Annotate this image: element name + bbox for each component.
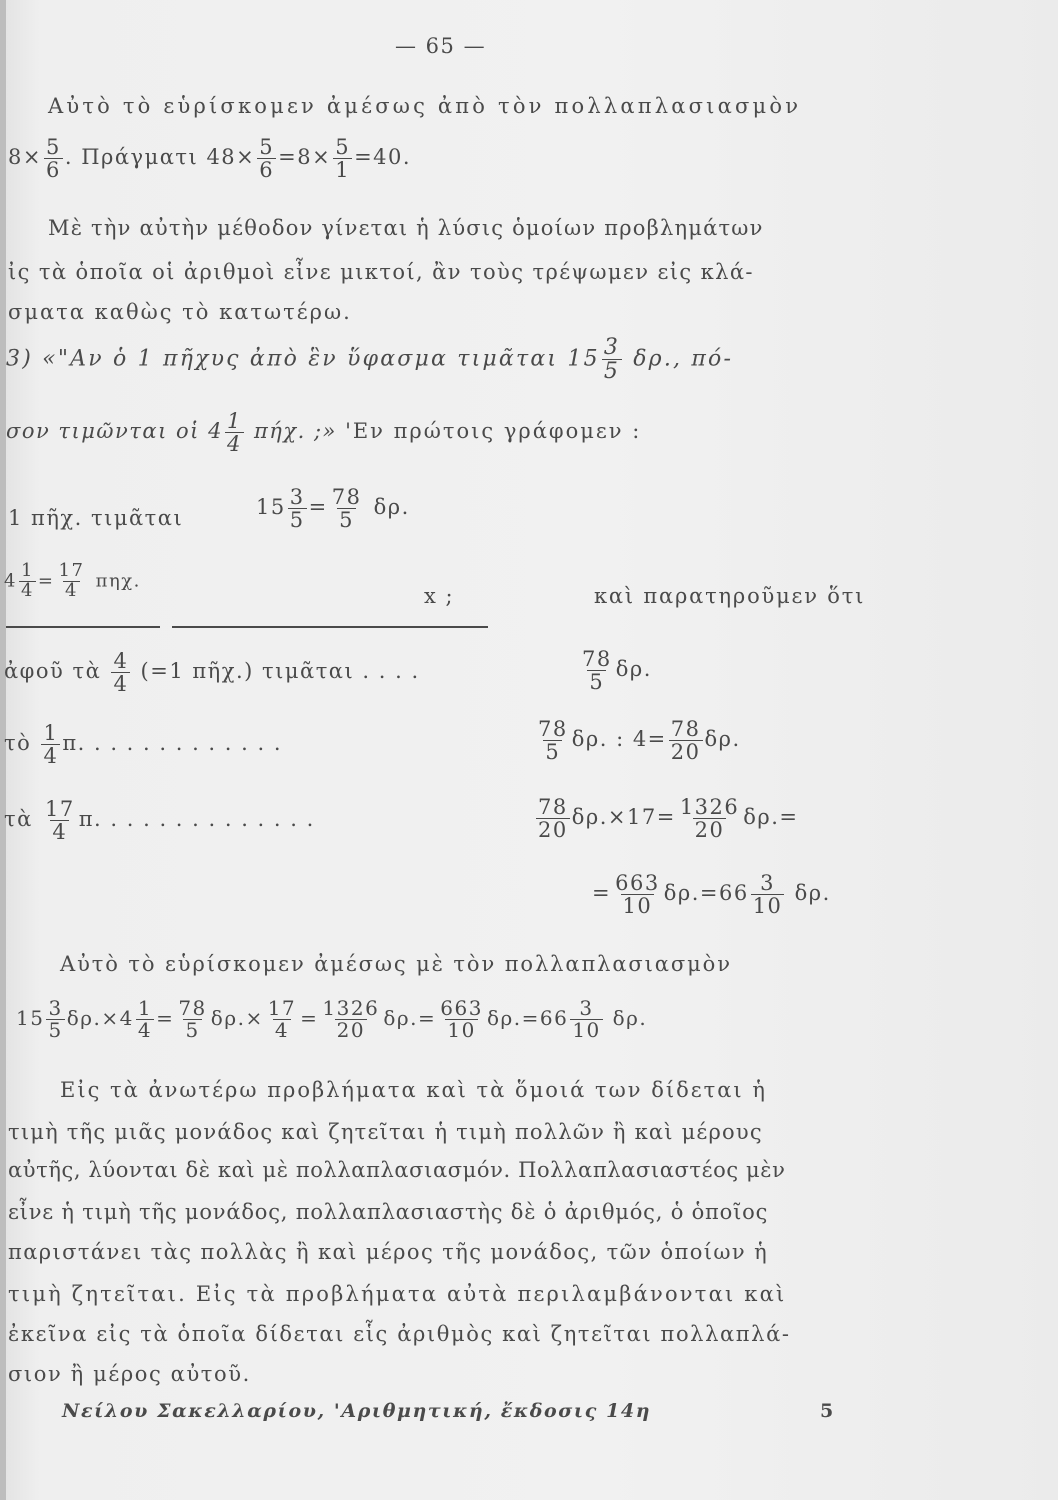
para4-line5: παριστάνει τὰς πολλὰς ἢ καὶ μέρος τῆς μονάδος, τῶν ὁποίων ἡ bbox=[8, 1240, 769, 1264]
step2-result: $\frac{78}{5}$ δρ. : 4= $\frac{78}{20}$ δρ. bbox=[538, 717, 741, 765]
para1-line1: Αὐτὸ τὸ εὑρίσκομεν ἀμέσως ἀπὸ τὸν πολλαπλασιασμὸν bbox=[48, 94, 802, 118]
fraction: $\frac{1}{4}$ bbox=[43, 721, 59, 769]
para2-line1: Μὲ τὴν αὐτὴν μέθοδον γίνεται ἡ λύσις ὁμοίων προβλημάτων bbox=[48, 216, 764, 240]
text: =8× bbox=[278, 145, 332, 170]
para4-line1: Εἰς τὰ ἀνωτέρω προβλήματα καὶ τὰ ὅμοιά των δίδεται ἡ bbox=[60, 1078, 767, 1102]
setup-row2-x: x ; bbox=[424, 584, 455, 608]
fraction: $\frac{1}{4}$ bbox=[20, 560, 34, 601]
problem-line2: σον τιμῶνται οἱ 4 $\frac{1}{4}$ πήχ. ;» 'Εν πρώτοις γράφομεν : bbox=[6, 409, 642, 457]
fraction: $\frac{1326}{20}$ bbox=[322, 996, 380, 1042]
para2-line3: σματα καθὼς τὸ κατωτέρω. bbox=[8, 300, 352, 324]
fraction: $\frac{78}{5}$ bbox=[538, 717, 568, 765]
text: 8× bbox=[8, 145, 42, 170]
underline-rule bbox=[172, 626, 488, 628]
fraction: $\frac{78}{20}$ bbox=[538, 795, 568, 843]
fraction: $\frac{17}{4}$ bbox=[58, 560, 85, 601]
setup-row1-label: 1 πῆχ. τιμᾶται bbox=[8, 506, 184, 530]
step1-left: ἀφοῦ τὰ $\frac{4}{4}$ (=1 πῆχ.) τιμᾶται . . . . bbox=[4, 649, 420, 697]
fraction: $\frac{3}{5}$ bbox=[603, 335, 621, 385]
fraction: $\frac{5}{1}$ bbox=[335, 135, 351, 183]
step3-result: $\frac{78}{20}$ δρ.×17= $\frac{1326}{20}$ δρ.= bbox=[538, 795, 799, 843]
para4-line7: ἐκεῖνα εἰς τὰ ὁποῖα δίδεται εἷς ἀριθμὸς καὶ ζητεῖται πολλαπλά- bbox=[8, 1322, 791, 1346]
step3-left: τὰ $\frac{17}{4}$ π. . . . . . . . . . . . . . bbox=[4, 797, 315, 845]
setup-row1-expr: 15 $\frac{3}{5}$ = $\frac{78}{5}$ δρ. bbox=[256, 485, 410, 533]
page-number-header: — 65 — bbox=[395, 34, 487, 58]
fraction: $\frac{78}{5}$ bbox=[582, 647, 612, 695]
fraction: $\frac{3}{10}$ bbox=[752, 871, 783, 919]
fraction: $\frac{4}{4}$ bbox=[113, 649, 129, 697]
fraction: $\frac{1}{4}$ bbox=[226, 409, 242, 457]
para4-line3: αὐτῆς, λύονται δὲ καὶ μὲ πολλαπλασιασμόν. Πολλαπλασιαστέος μὲν bbox=[8, 1158, 786, 1182]
fraction: $\frac{3}{10}$ bbox=[572, 996, 601, 1042]
fraction: $\frac{17}{4}$ bbox=[267, 996, 297, 1042]
footer-citation: Νείλου Σακελλαρίου, 'Αριθμητική, ἔκδοσις 14η bbox=[62, 1400, 652, 1422]
fraction: $\frac{5}{6}$ bbox=[259, 135, 275, 183]
footer-signature-number: 5 bbox=[820, 1400, 834, 1422]
fraction: $\frac{78}{5}$ bbox=[331, 485, 362, 533]
fraction: $\frac{78}{5}$ bbox=[178, 996, 207, 1042]
para4-line6: τιμὴ ζητεῖται. Εἰς τὰ προβλήματα αὐτὰ περιλαμβάνονται καὶ bbox=[8, 1282, 787, 1306]
para4-line2: τιμὴ τῆς μιᾶς μονάδος καὶ ζητεῖται ἡ τιμὴ πολλῶν ἢ καὶ μέρους bbox=[8, 1120, 763, 1144]
text: =40. bbox=[354, 145, 412, 170]
underline-rule bbox=[6, 626, 160, 628]
para4-line4: εἶνε ἡ τιμὴ τῆς μονάδος, πολλαπλασιαστὴς δὲ ὁ ἀριθμός, ὁ ὁποῖος bbox=[8, 1200, 769, 1224]
para3: Αὐτὸ τὸ εὑρίσκομεν ἀμέσως μὲ τὸν πολλαπλασιασμὸν bbox=[60, 952, 732, 976]
fraction: $\frac{663}{10}$ bbox=[440, 996, 483, 1042]
text: . Πράγματι 48× bbox=[64, 145, 256, 170]
para1-line2 bbox=[8, 136, 411, 181]
fraction: $\frac{17}{4}$ bbox=[45, 797, 75, 845]
fraction: $\frac{1326}{20}$ bbox=[679, 795, 740, 843]
fraction: $\frac{78}{20}$ bbox=[670, 717, 701, 765]
fraction: $\frac{3}{5}$ bbox=[289, 485, 305, 533]
para2-line2: ἰς τὰ ὁποῖα οἱ ἀριθμοὶ εἶνε μικτοί, ἂν τοὺς τρέψωμεν εἰς κλά- bbox=[8, 260, 754, 284]
fraction: $\frac{3}{5}$ bbox=[48, 996, 63, 1042]
step1-result: $\frac{78}{5}$ δρ. bbox=[582, 647, 652, 695]
step4-result: = $\frac{663}{10}$ δρ.=66 $\frac{3}{10}$ δρ. bbox=[592, 871, 831, 919]
setup-row2-expr: 4 $\frac{1}{4}$ = $\frac{17}{4}$ πηχ. bbox=[4, 560, 141, 601]
big-equation: 15 $\frac{3}{5}$ δρ.×4 $\frac{1}{4}$ = $\frac{78}{5}$ δρ.× $\frac{17}{4}$ = $\frac{1326}{20}$ δρ.= $\frac{663}{10}$ δρ.=66 $\frac{3}{10}$ δρ. bbox=[16, 996, 648, 1042]
para4-line8: σιον ἢ μέρος αὐτοῦ. bbox=[8, 1362, 251, 1386]
fraction: $\frac{1}{4}$ bbox=[137, 996, 153, 1042]
step2-left: τὸ $\frac{1}{4}$ π. . . . . . . . . . . . . bbox=[4, 721, 283, 769]
fraction: $\frac{5}{6}$ bbox=[45, 135, 61, 183]
problem-line1: 3) «"Αν ὁ 1 πῆχυς ἀπὸ ἓν ὕφασμα τιμᾶται 15 $\frac{3}{5}$ δρ., πό- bbox=[6, 335, 734, 385]
fraction: $\frac{663}{10}$ bbox=[615, 871, 660, 919]
setup-row2-note: καὶ παρατηροῦμεν ὅτι bbox=[594, 584, 866, 608]
